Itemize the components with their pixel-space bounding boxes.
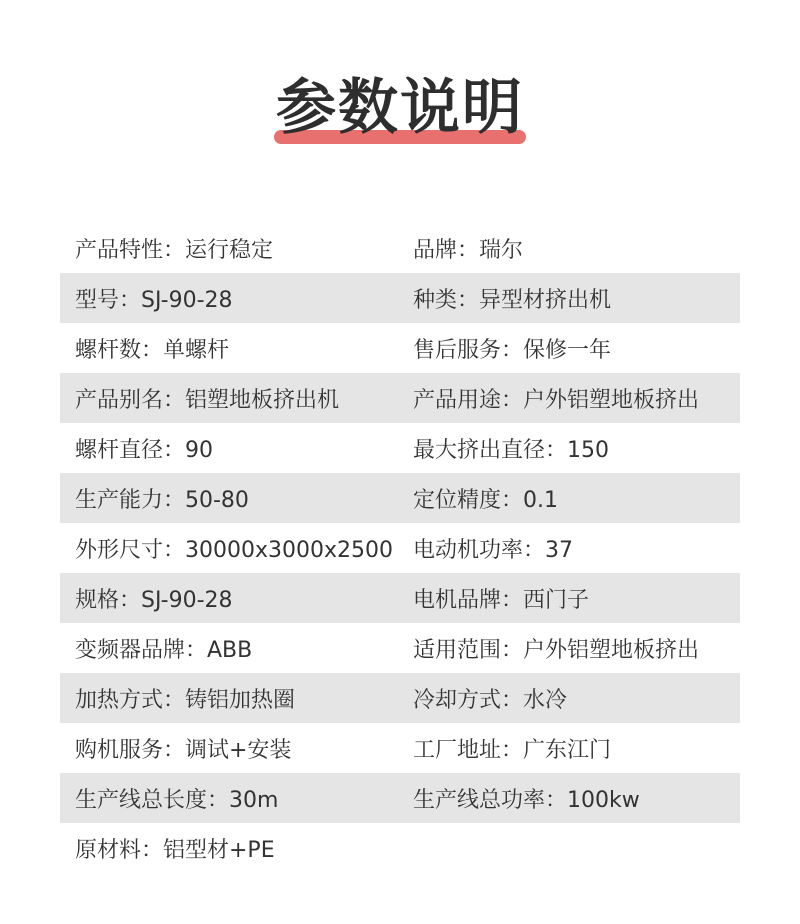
param-right: 电机品牌：西门子	[413, 587, 590, 613]
param-left: 加热方式：铸铝加热圈	[75, 687, 296, 713]
param-row	[60, 823, 740, 873]
param-right: 种类：异型材挤出机	[413, 287, 612, 313]
param-left: 规格：SJ-90-28	[75, 587, 233, 613]
param-left: 变频器品牌：ABB	[75, 637, 253, 663]
param-left: 生产线总长度：30m	[75, 787, 279, 813]
param-row	[60, 323, 740, 373]
param-right: 最大挤出直径：150	[413, 437, 609, 463]
title-box	[276, 70, 524, 146]
param-row	[60, 723, 740, 773]
param-left: 购机服务：调试+安装	[75, 737, 292, 763]
param-left: 型号：SJ-90-28	[75, 287, 233, 313]
param-right: 品牌：瑞尔	[413, 237, 524, 263]
param-right: 生产线总功率：100kw	[413, 787, 640, 813]
param-left: 生产能力：50-80	[75, 487, 249, 513]
parameter-table	[60, 223, 740, 873]
param-row	[60, 773, 740, 823]
param-right: 工厂地址：广东江门	[413, 737, 612, 763]
param-left: 产品别名：铝塑地板挤出机	[75, 387, 340, 413]
param-left: 螺杆数：单螺杆	[75, 337, 230, 363]
param-right: 定位精度：0.1	[413, 487, 558, 513]
title-area	[0, 70, 800, 146]
param-left: 外形尺寸：30000x3000x2500	[75, 537, 394, 563]
param-row	[60, 473, 740, 523]
param-right: 电动机功率：37	[413, 537, 573, 563]
param-right: 产品用途：户外铝塑地板挤出	[413, 387, 700, 413]
param-row	[60, 523, 740, 573]
param-row	[60, 273, 740, 323]
param-right: 售后服务：保修一年	[413, 337, 612, 363]
param-row	[60, 373, 740, 423]
page-title: 参数说明	[276, 73, 524, 143]
param-row	[60, 423, 740, 473]
param-left: 螺杆直径：90	[75, 437, 213, 463]
param-row	[60, 223, 740, 273]
param-left: 产品特性：运行稳定	[75, 237, 274, 263]
param-row	[60, 573, 740, 623]
param-right: 适用范围：户外铝塑地板挤出	[413, 637, 700, 663]
param-right: 冷却方式：水冷	[413, 687, 568, 713]
param-row	[60, 673, 740, 723]
param-row	[60, 623, 740, 673]
param-left: 原材料：铝型材+PE	[75, 837, 275, 863]
